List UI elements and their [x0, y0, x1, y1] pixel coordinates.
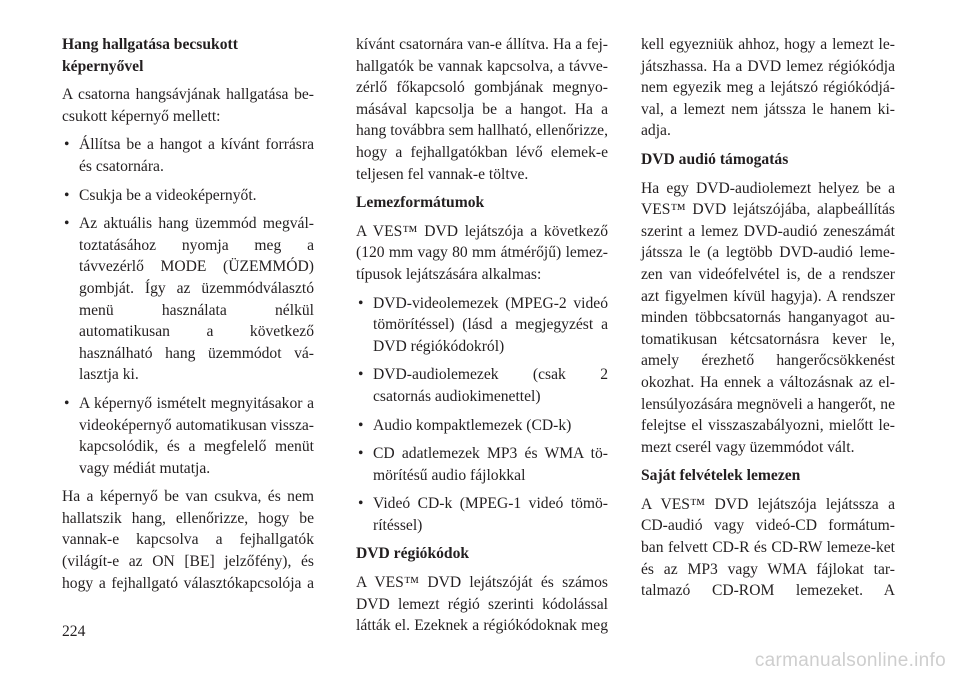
column-right	[641, 34, 895, 609]
column-left	[62, 34, 314, 601]
section-heading-disc-formats: Lemezformátumok	[356, 194, 485, 212]
list-item: • DVD-audiolemezek (csak 2 csatornás audiokimenettel)	[356, 364, 608, 407]
list-item: • Az aktuális hang üzemmód megvál-toztatásához nyomja meg a távvezérlő MODE (ÜZEMMÓD) gombját. Így az üzemmódválasztó menü használata nélkül automatikusan a következő használható hang üzemmódot vá-lasztja ki.	[62, 213, 314, 386]
paragraph-own-recordings: A VES™ DVD lejátszója lejátssza a CD-audió vagy videó-CD formátum-ban felvett CD-R és CD-RW lemeze-ket és az MP3 vagy WMA fájlokat tar-talmazó CD-ROM lemezeket. A	[641, 495, 895, 600]
list-item: • Csukja be a videoképernyőt.	[62, 185, 314, 207]
paragraph-headphones: Ha a képernyő be van csukva, és nem hallatszik hang, ellenőrizze, hogy be vannak-e kapcsolva a fejhallgatók (világít-e az ON [BE] jelzőfény), és hogy a fejhallgató választókapcsolója a	[62, 488, 314, 592]
bullet-list	[62, 134, 314, 479]
section-heading-region-codes: DVD régiókódok	[356, 545, 470, 563]
section-heading-own-recordings: Saját felvételek lemezen	[641, 467, 801, 485]
list-item: • CD adatlemezek MP3 és WMA tö-mörítésű audio fájlokkal	[356, 443, 608, 486]
page-number: 224	[62, 623, 86, 640]
list-item: • A képernyő ismételt megnyitásakor a videoképernyő automatikusan vissza-kapcsolódik, és a megfelelő menüt vagy médiát mutatja.	[62, 393, 314, 479]
paragraph-region-codes: A VES™ DVD lejátszóját és számos DVD lemezt régió szerinti kódolással látták el. Ezeknek a régiókódoknak meg	[356, 574, 608, 635]
list-item: • DVD-videolemezek (MPEG-2 videó tömörítéssel) (lásd a megjegyzést a DVD régiókódokról)	[356, 293, 608, 358]
column-middle	[356, 34, 608, 644]
list-item: • Állítsa be a hangot a kívánt forrásra és csatornára.	[62, 134, 314, 177]
paragraph-continued: kell egyezniük ahhoz, hogy a lemezt le-játszhassa. Ha a DVD lemez régiókódja nem egyezik meg a lejátszó régiókódjá-val, a lemezt nem játssza le hanem ki-adja.	[641, 36, 895, 140]
paragraph-continued: kívánt csatornára van-e állítva. Ha a fej-hallgatók be vannak kapcsolva, a távve-zérlő főkapcsoló gombjának megnyo-másával kapcsolja be a hangot. Ha a hang továbbra sem hallható, ellenőrizze, hogy a fejhallgatókban lévő elemek-e teljesen fel vannak-e töltve.	[356, 36, 608, 183]
paragraph-dvd-audio: Ha egy DVD-audiolemezt helyez be a VES™ DVD lejátszójába, alapbeállítás szerint a lemez DVD-audió zeneszámát játssza le (a legtöbb DVD-audió leme-zen van videófelvétel is, de a rendszer azt figyelmen kívül hagyja). A rendszer minden többcsatornás hanganyagot au-tomatikusan kétcsatornásra kever le, amely érezhető hangerőcsökkenést okozhat. Ha ennek a változásnak az el-lensúlyozására megnöveli a hangerőt, ne felejtse el visszaszabályozni, mielőtt le-mezt cserél vagy üzemmódot vált.	[641, 179, 895, 456]
paragraph-intro: A csatorna hangsávjának hallgatása be-csukott képernyő mellett:	[62, 86, 314, 125]
watermark: carmanualsonline.info	[754, 650, 946, 671]
bullet-list	[356, 293, 608, 537]
paragraph-intro: A VES™ DVD lejátszója a következő (120 mm vagy 80 mm átmérőjű) lemez-típusok lejátszására alkalmas:	[356, 222, 608, 283]
list-item: • Videó CD-k (MPEG-1 videó tömö-rítéssel)	[356, 493, 608, 536]
section-heading-dvd-audio: DVD audió támogatás	[641, 150, 789, 168]
section-heading-closed-screen: Hang hallgatása becsukott képernyővel	[62, 36, 238, 75]
list-item: • Audio kompaktlemezek (CD-k)	[356, 415, 608, 437]
